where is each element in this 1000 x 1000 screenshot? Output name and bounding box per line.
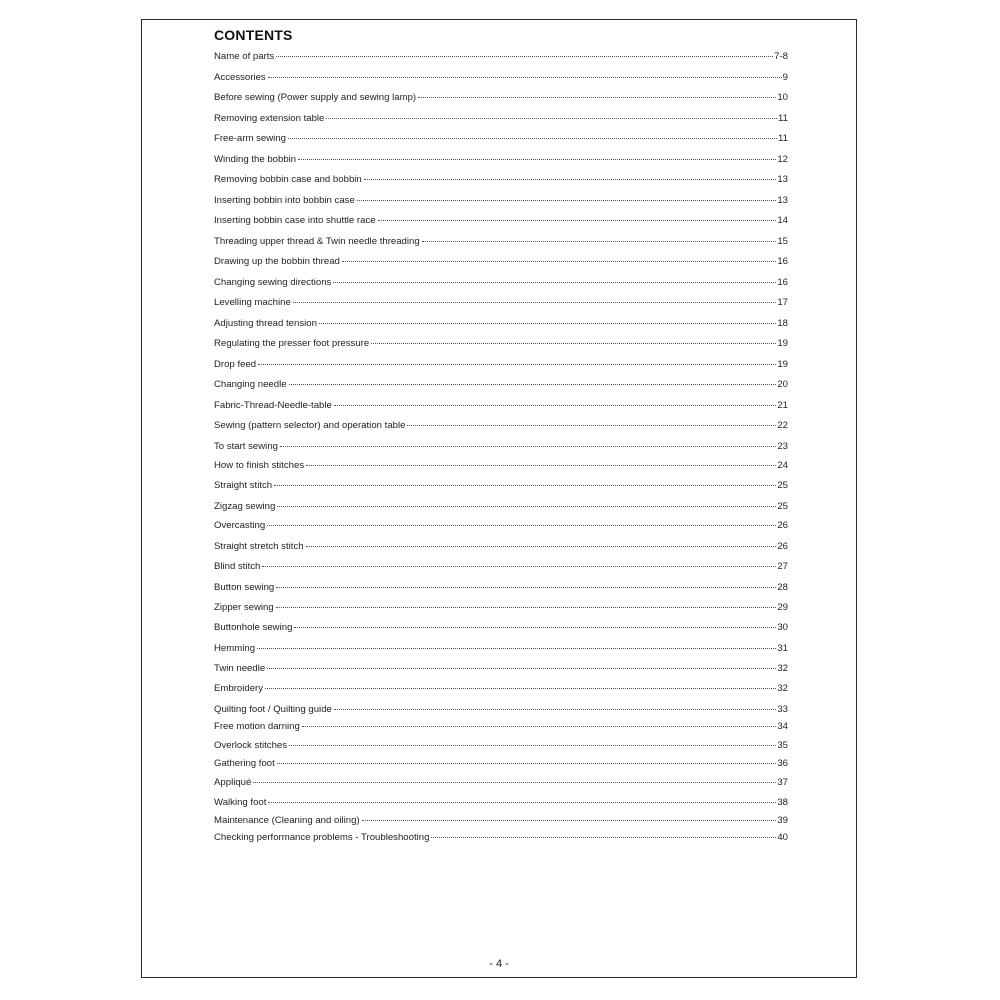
toc-entry-page: 34 [777, 720, 788, 732]
toc-dot-leader [302, 726, 776, 727]
toc-dot-leader [289, 745, 776, 746]
toc-entry-page: 17 [777, 297, 788, 308]
toc-entry [214, 582, 788, 594]
toc-dot-leader [334, 405, 776, 406]
toc-entry [214, 133, 788, 145]
toc-entry-page: 38 [777, 796, 788, 808]
toc-dot-leader [265, 688, 776, 689]
page-number: - 4 - [489, 958, 509, 970]
toc-dot-leader [422, 241, 777, 242]
toc-entry-title: Zigzag sewing [214, 500, 276, 512]
toc-entry-title: Button sewing [214, 581, 275, 593]
toc-entry-title: Changing sewing directions [214, 276, 332, 288]
toc-entry-title: Twin needle [214, 662, 266, 674]
toc-entry [214, 520, 788, 532]
toc-entry [214, 815, 788, 827]
toc-entry-title: Overcasting [214, 520, 266, 531]
toc-entry-page: 20 [777, 379, 788, 390]
toc-dot-leader [276, 56, 773, 57]
toc-dot-leader [407, 425, 776, 426]
toc-dot-leader [371, 343, 776, 344]
toc-entry [214, 740, 788, 752]
toc-entry-title: Appliqué [214, 776, 252, 788]
toc-dot-leader [298, 159, 776, 160]
toc-dot-leader [306, 465, 776, 466]
toc-entry-page: 21 [777, 399, 788, 411]
toc-entry [214, 622, 788, 634]
toc-entry-title: Gathering foot [214, 758, 275, 769]
toc-entry [214, 663, 788, 675]
toc-dot-leader [257, 648, 776, 649]
toc-dot-leader [277, 763, 777, 764]
toc-entry-page: 26 [777, 540, 788, 552]
toc-entry-page: 16 [777, 276, 788, 288]
toc-dot-leader [267, 668, 776, 669]
toc-entry-page: 39 [777, 815, 788, 826]
toc-entry-title: Levelling machine [214, 297, 291, 308]
contents-heading: CONTENTS [214, 27, 293, 43]
toc-entry [214, 236, 788, 248]
toc-dot-leader [418, 97, 776, 98]
toc-dot-leader [362, 820, 777, 821]
toc-dot-leader [294, 627, 776, 628]
toc-entry-page: 28 [777, 581, 788, 593]
toc-entry-page: 19 [777, 338, 788, 349]
toc-entry [214, 379, 788, 391]
toc-entry-title: Changing needle [214, 379, 287, 390]
toc-entry-page: 13 [777, 194, 788, 206]
toc-entry [214, 277, 788, 289]
toc-entry [214, 480, 788, 492]
toc-entry [214, 441, 788, 453]
toc-dot-leader [268, 77, 782, 78]
toc-dot-leader [277, 506, 776, 507]
toc-entry [214, 256, 788, 268]
toc-entry [214, 318, 788, 330]
toc-entry-title: Zipper sewing [214, 601, 274, 613]
toc-entry-page: 40 [777, 832, 788, 843]
toc-entry [214, 704, 788, 716]
toc-entry [214, 420, 788, 432]
toc-entry [214, 338, 788, 350]
toc-entry-title: How to finish stitches [214, 459, 305, 471]
toc-entry-page: 23 [777, 440, 788, 452]
toc-entry [214, 602, 788, 614]
toc-entry [214, 359, 788, 371]
toc-entry-page: 11 [778, 112, 788, 124]
toc-entry-title: Inserting bobbin into bobbin case [214, 194, 355, 206]
toc-dot-leader [276, 587, 776, 588]
toc-entry [214, 758, 788, 770]
toc-dot-leader [276, 607, 777, 608]
toc-entry-title: Straight stretch stitch [214, 540, 304, 552]
toc-entry [214, 460, 788, 472]
toc-entry-title: Hemming [214, 642, 256, 654]
toc-entry-page: 35 [777, 739, 788, 751]
toc-dot-leader [357, 200, 777, 201]
toc-entry [214, 643, 788, 655]
toc-entry-title: Straight stitch [214, 480, 273, 491]
toc-dot-leader [306, 546, 777, 547]
toc-entry [214, 113, 788, 125]
toc-entry-title: Overlock stitches [214, 739, 288, 751]
toc-entry-title: Removing bobbin case and bobbin [214, 174, 362, 185]
toc-dot-leader [253, 782, 776, 783]
toc-entry-page: 10 [777, 92, 788, 103]
toc-entry-title: Adjusting thread tension [214, 317, 317, 329]
toc-entry-page: 16 [777, 256, 788, 267]
toc-entry-page: 32 [777, 662, 788, 674]
toc-dot-leader [333, 282, 776, 283]
toc-entry-title: Threading upper thread & Twin needle threading [214, 235, 420, 247]
toc-dot-leader [280, 446, 776, 447]
toc-entry-title: Buttonhole sewing [214, 622, 293, 633]
toc-dot-leader [274, 485, 776, 486]
toc-entry-page: 25 [777, 500, 788, 512]
toc-entry [214, 683, 788, 695]
toc-entry-page: 13 [777, 174, 788, 185]
toc-entry-page: 18 [777, 317, 788, 329]
toc-entry-title: Accessories [214, 71, 266, 83]
toc-entry [214, 832, 788, 844]
toc-entry [214, 195, 788, 207]
toc-entry-page: 22 [777, 420, 788, 431]
toc-entry [214, 400, 788, 412]
toc-dot-leader [267, 525, 776, 526]
toc-entry-title: Winding the bobbin [214, 153, 297, 165]
toc-entry-page: 12 [777, 153, 788, 165]
toc-entry-title: Maintenance (Cleaning and oiling) [214, 815, 360, 826]
toc-entry-page: 29 [777, 601, 788, 613]
toc-dot-leader [364, 179, 777, 180]
toc-entry [214, 777, 788, 789]
toc-entry-title: Inserting bobbin case into shuttle race [214, 215, 376, 226]
toc-entry-page: 25 [777, 480, 788, 491]
toc-entry-page: 32 [777, 683, 788, 694]
toc-dot-leader [258, 364, 776, 365]
toc-entry-page: 37 [777, 776, 788, 788]
toc-entry-title: Free-arm sewing [214, 133, 286, 144]
toc-dot-leader [378, 220, 777, 221]
toc-entry-page: 19 [777, 358, 788, 370]
toc-entry-title: Embroidery [214, 683, 264, 694]
toc-entry [214, 51, 788, 63]
toc-entry-title: To start sewing [214, 440, 278, 452]
toc-entry [214, 72, 788, 84]
toc-dot-leader [319, 323, 776, 324]
toc-entry-page: 33 [777, 703, 788, 715]
toc-entry-page: 27 [777, 561, 788, 572]
toc-dot-leader [293, 302, 777, 303]
toc-entry-page: 14 [777, 215, 788, 226]
toc-entry [214, 721, 788, 733]
toc-entry-title: Walking foot [214, 796, 267, 808]
toc-entry-page: 30 [777, 622, 788, 633]
toc-dot-leader [334, 709, 776, 710]
toc-entry-page: 15 [777, 235, 788, 247]
toc-entry [214, 154, 788, 166]
toc-dot-leader [289, 384, 777, 385]
toc-dot-leader [268, 802, 776, 803]
toc-entry-page: 7-8 [774, 51, 788, 62]
toc-entry-title: Removing extension table [214, 112, 325, 124]
toc-entry-title: Drawing up the bobbin thread [214, 256, 340, 267]
toc-entry-title: Sewing (pattern selector) and operation table [214, 420, 406, 431]
toc-entry-title: Checking performance problems - Troubleshooting [214, 832, 430, 843]
toc-entry-page: 24 [777, 459, 788, 471]
toc-entry-title: Name of parts [214, 51, 275, 62]
toc-entry [214, 501, 788, 513]
toc-entry-title: Before sewing (Power supply and sewing lamp) [214, 92, 417, 103]
toc-entry-page: 26 [777, 520, 788, 531]
toc-entry-title: Blind stitch [214, 561, 261, 572]
toc-entry-title: Quilting foot / Quilting guide [214, 703, 332, 715]
toc-dot-leader [431, 837, 776, 838]
toc-entry-title: Drop feed [214, 358, 257, 370]
toc-dot-leader [288, 138, 777, 139]
toc-entry [214, 561, 788, 573]
toc-entry-page: 9 [782, 71, 788, 83]
toc-entry [214, 541, 788, 553]
toc-dot-leader [342, 261, 776, 262]
toc-dot-leader [262, 566, 776, 567]
toc-dot-leader [326, 118, 777, 119]
toc-entry [214, 174, 788, 186]
toc-entry-page: 31 [777, 642, 788, 654]
toc-entry-title: Free motion darning [214, 720, 300, 732]
toc-entry [214, 297, 788, 309]
document-page [141, 19, 857, 978]
toc-entry-page: 11 [778, 133, 788, 144]
toc-entry [214, 797, 788, 809]
toc-entry [214, 92, 788, 104]
toc-entry-page: 36 [777, 758, 788, 769]
toc-entry [214, 215, 788, 227]
toc-entry-title: Fabric-Thread-Needle-table [214, 399, 332, 411]
toc-entry-title: Regulating the presser foot pressure [214, 338, 370, 349]
